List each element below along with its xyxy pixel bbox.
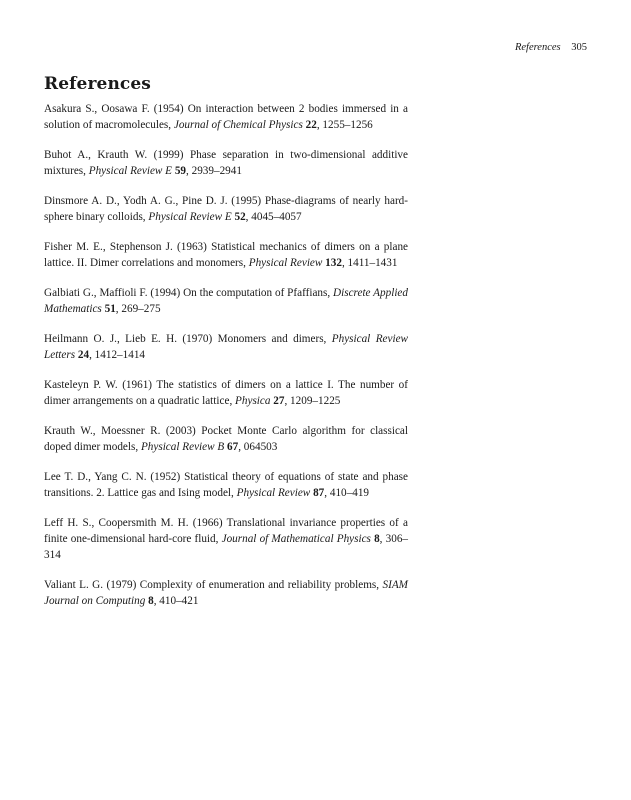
reference-text: Heilmann O. J., Lieb E. H. (1970) Monomers and dimers,: [44, 333, 327, 345]
reference-pages: , 410–419: [324, 487, 369, 499]
reference-volume: 87: [313, 487, 325, 499]
reference-list: [44, 101, 408, 609]
reference-journal: Journal of Chemical Physics: [173, 119, 303, 131]
reference-volume: 52: [234, 211, 246, 223]
reference-text: Dinsmore A. D., Yodh A. G., Pine D. J. (1995) Phase-diagrams of nearly hard-sphere binary colloids,: [44, 195, 408, 223]
reference-pages: , 1255–1256: [316, 119, 373, 131]
reference-entry: [44, 469, 408, 501]
reference-journal: Physical Review E: [88, 165, 173, 177]
reference-text: Krauth W., Moessner R. (2003) Pocket Monte Carlo algorithm for classical doped dimer models,: [44, 425, 408, 453]
reference-journal: Physical Review E: [148, 211, 232, 223]
reference-journal: Physical Review B: [140, 441, 225, 453]
reference-entry: [44, 515, 408, 563]
reference-pages: , 1209–1225: [284, 395, 341, 407]
reference-volume: 24: [77, 349, 90, 361]
reference-entry: [44, 147, 408, 179]
reference-text: Buhot A., Krauth W. (1999) Phase separation in two-dimensional additive mixtures,: [44, 149, 408, 177]
reference-pages: , 410–421: [153, 595, 199, 607]
running-head: [515, 42, 587, 53]
page-content: [44, 74, 408, 623]
reference-volume: 22: [305, 119, 317, 131]
reference-entry: [44, 285, 408, 317]
reference-entry: [44, 377, 408, 409]
reference-volume: 51: [104, 303, 116, 315]
reference-entry: [44, 239, 408, 271]
reference-pages: , 4045–4057: [245, 211, 302, 223]
reference-entry: [44, 331, 408, 363]
reference-text: Valiant L. G. (1979) Complexity of enumeration and reliability problems,: [44, 579, 380, 591]
reference-entry: [44, 577, 408, 609]
reference-journal: Discrete Applied Mathematics: [44, 287, 408, 315]
reference-volume: 132: [325, 257, 342, 269]
reference-volume: 27: [273, 395, 285, 407]
reference-journal: Physical Review: [236, 487, 311, 499]
reference-journal: Physical Review Letters: [44, 333, 408, 361]
running-head-section: References: [514, 42, 561, 53]
reference-volume: 67: [227, 441, 239, 453]
reference-pages: , 1411–1431: [341, 257, 398, 269]
reference-volume: 8: [374, 533, 380, 545]
reference-text: Lee T. D., Yang C. N. (1952) Statistical theory of equations of state and phase transitions. 2. Lattice gas and Ising model,: [44, 471, 408, 499]
reference-entry: [44, 423, 408, 455]
reference-text: Leff H. S., Coopersmith M. H. (1966) Translational invariance properties of a finite one-dimensional hard-core fluid,: [44, 517, 408, 545]
reference-text: Asakura S., Oosawa F. (1954) On interaction between 2 bodies immersed in a solution of macromolecules,: [44, 103, 408, 131]
reference-journal: Physical Review: [248, 257, 323, 269]
reference-journal: SIAM Journal on Computing: [44, 579, 408, 607]
reference-journal: Journal of Mathematical Physics: [221, 533, 371, 545]
section-title: References: [44, 74, 151, 94]
reference-entry: [44, 101, 408, 133]
reference-pages: , 2939–2941: [186, 165, 242, 177]
reference-text: Fisher M. E., Stephenson J. (1963) Statistical mechanics of dimers on a plane lattice. II. Dimer correlations and monomers,: [44, 241, 408, 269]
reference-pages: , 064503: [238, 441, 278, 453]
page-number: 305: [571, 42, 587, 53]
reference-text: Galbiati G., Maffioli F. (1994) On the computation of Pfaffians,: [44, 287, 331, 299]
reference-pages: , 269–275: [115, 303, 161, 315]
reference-volume: 8: [148, 595, 154, 607]
reference-journal: Physica: [235, 395, 271, 407]
reference-pages: , 306–314: [44, 533, 409, 561]
reference-text: Kasteleyn P. W. (1961) The statistics of dimers on a lattice I. The number of dimer arrangements on a quadratic lattice,: [44, 379, 408, 407]
reference-entry: [44, 193, 408, 225]
reference-pages: , 1412–1414: [89, 349, 145, 361]
reference-volume: 59: [174, 165, 186, 177]
